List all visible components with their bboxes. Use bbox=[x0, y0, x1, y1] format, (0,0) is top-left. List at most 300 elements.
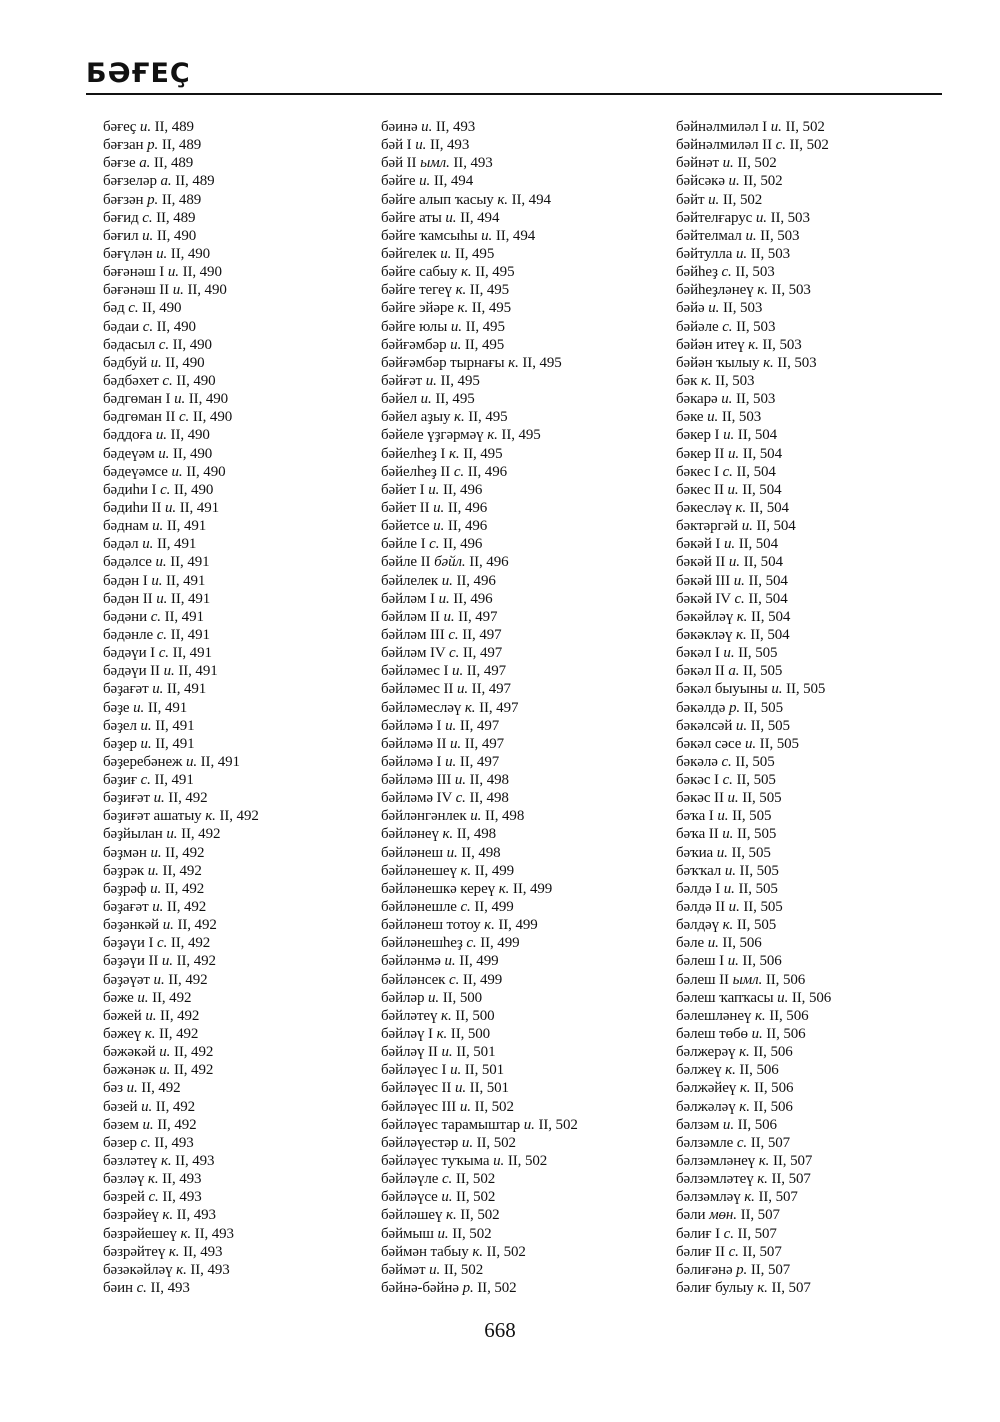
entry-reference: II, 506 bbox=[765, 971, 806, 988]
entry-headword: бәли bbox=[676, 1207, 706, 1224]
index-entry bbox=[103, 1025, 259, 1043]
index-entry bbox=[676, 227, 831, 245]
entry-part-of-speech: и. bbox=[722, 155, 734, 172]
entry-headword: бәйләнгәнлек bbox=[381, 808, 467, 825]
entry-reference: II, 502 bbox=[456, 1189, 496, 1206]
entry-reference: II, 495 bbox=[463, 445, 503, 462]
index-entry bbox=[381, 1188, 578, 1206]
entry-reference: II, 506 bbox=[791, 989, 832, 1006]
entry-reference: II, 505 bbox=[736, 772, 776, 789]
entry-reference: II, 505 bbox=[743, 663, 783, 680]
entry-headword: бәйғәмбәр bbox=[381, 336, 447, 353]
index-entry bbox=[103, 354, 259, 372]
index-entry bbox=[381, 789, 578, 807]
entry-reference: II, 503 bbox=[735, 264, 775, 281]
entry-headword: бәднам bbox=[103, 518, 149, 535]
entry-headword: бәҙел bbox=[103, 717, 137, 734]
entry-part-of-speech: ымл. bbox=[420, 155, 450, 172]
entry-part-of-speech: и. bbox=[428, 989, 440, 1006]
index-entry bbox=[676, 354, 831, 372]
index-entry bbox=[381, 1134, 578, 1152]
entry-reference: II, 491 bbox=[166, 681, 207, 698]
entry-headword: бәлдә I bbox=[676, 880, 721, 897]
entry-part-of-speech: и. bbox=[724, 862, 736, 879]
entry-reference: II, 493 bbox=[435, 119, 476, 135]
entry-headword: бәкәлдә bbox=[676, 699, 726, 716]
entry-reference: II, 503 bbox=[771, 282, 811, 299]
entry-headword: бәдаи bbox=[103, 318, 140, 335]
entry-reference: II, 491 bbox=[170, 626, 210, 643]
entry-headword: бәйләнешле bbox=[381, 899, 457, 916]
index-entry bbox=[103, 717, 259, 735]
entry-reference: II, 495 bbox=[465, 318, 505, 335]
entry-reference: II, 495 bbox=[464, 336, 505, 353]
entry-reference: II, 507 bbox=[771, 1171, 811, 1188]
entry-headword: бәкесләү bbox=[676, 499, 732, 516]
index-entry bbox=[676, 372, 831, 390]
entry-headword: бәдасыл bbox=[103, 336, 156, 353]
entry-part-of-speech: с. bbox=[722, 772, 733, 789]
entry-reference: II, 492 bbox=[152, 989, 192, 1006]
index-entry bbox=[676, 952, 831, 970]
index-entry bbox=[381, 318, 578, 336]
entry-reference: II, 507 bbox=[742, 1243, 782, 1260]
entry-reference: II, 501 bbox=[456, 1044, 496, 1061]
entry-reference: II, 507 bbox=[771, 1280, 811, 1296]
entry-reference: II, 502 bbox=[452, 1225, 492, 1242]
entry-headword: бәлдәү bbox=[676, 917, 719, 934]
entry-reference: II, 503 bbox=[762, 336, 802, 353]
entry-part-of-speech: и. bbox=[156, 590, 168, 607]
index-entry bbox=[676, 1170, 831, 1188]
entry-headword: бәйге юлы bbox=[381, 318, 448, 335]
index-entry bbox=[103, 644, 259, 662]
entry-part-of-speech: с. bbox=[441, 1171, 453, 1188]
entry-part-of-speech: и. bbox=[441, 1189, 453, 1206]
entry-part-of-speech: с. bbox=[460, 899, 471, 916]
entry-headword: бәзрәйтеү bbox=[103, 1243, 166, 1260]
entry-headword: бәзей bbox=[103, 1098, 138, 1115]
entry-part-of-speech: к. bbox=[160, 1153, 172, 1170]
entry-part-of-speech: и. bbox=[153, 971, 165, 988]
index-entry bbox=[103, 952, 259, 970]
entry-headword: бәҡа II bbox=[676, 826, 719, 843]
entry-reference: II, 490 bbox=[142, 300, 182, 317]
entry-headword: бәкәйләү bbox=[676, 608, 734, 625]
entry-reference: II, 491 bbox=[170, 590, 211, 607]
entry-headword: бәлдә II bbox=[676, 899, 726, 916]
entry-headword: бәктәргәй bbox=[676, 518, 739, 535]
entry-part-of-speech: и. bbox=[728, 554, 740, 571]
entry-reference: II, 492 bbox=[173, 1044, 214, 1061]
entry-headword: бәдән I bbox=[103, 572, 148, 589]
index-entry bbox=[676, 336, 831, 354]
running-head: БӘҒЕҪ bbox=[86, 58, 191, 89]
entry-part-of-speech: к. bbox=[700, 372, 712, 389]
entry-reference: II, 505 bbox=[750, 717, 790, 734]
entry-reference: II, 494 bbox=[460, 209, 500, 226]
entry-part-of-speech: с. bbox=[140, 1134, 151, 1151]
entry-reference: II, 506 bbox=[742, 953, 782, 970]
index-entry bbox=[676, 626, 831, 644]
index-entry bbox=[103, 426, 259, 444]
entry-reference: II, 502 bbox=[477, 1280, 517, 1296]
entry-part-of-speech: и. bbox=[450, 735, 462, 752]
entry-part-of-speech: к. bbox=[205, 808, 216, 825]
entry-part-of-speech: и. bbox=[152, 899, 164, 916]
entry-headword: бәжәнәк bbox=[103, 1062, 156, 1079]
entry-part-of-speech: и. bbox=[727, 953, 739, 970]
entry-part-of-speech: и. bbox=[140, 717, 152, 734]
entry-headword: бәйлелек bbox=[381, 572, 439, 589]
index-entry bbox=[103, 807, 259, 825]
entry-headword: бәлзәм bbox=[676, 1116, 720, 1133]
entry-part-of-speech: и. bbox=[159, 1044, 171, 1061]
entry-part-of-speech: с. bbox=[728, 1243, 739, 1260]
entry-reference: II, 490 bbox=[170, 245, 211, 262]
entry-part-of-speech: и. bbox=[155, 554, 167, 571]
index-entry bbox=[381, 590, 578, 608]
entry-headword: бәйге алып ҡасыу bbox=[381, 191, 494, 208]
entry-part-of-speech: к. bbox=[144, 1026, 156, 1043]
entry-reference: II, 507 bbox=[750, 1134, 791, 1151]
entry-part-of-speech: с. bbox=[721, 264, 732, 281]
entry-part-of-speech: и. bbox=[727, 445, 740, 462]
entry-reference: II, 503 bbox=[770, 209, 810, 226]
index-entry bbox=[381, 1152, 578, 1170]
index-entry bbox=[103, 445, 259, 463]
entry-part-of-speech: и. bbox=[172, 282, 184, 299]
index-entry bbox=[676, 862, 831, 880]
entry-part-of-speech: и. bbox=[156, 245, 168, 262]
entry-reference: II, 506 bbox=[766, 1026, 806, 1043]
entry-headword: бәзрәйешеү bbox=[103, 1225, 177, 1242]
entry-part-of-speech: к. bbox=[464, 699, 476, 716]
entry-headword: бәйнәлмиләл II bbox=[676, 137, 772, 154]
index-entry bbox=[103, 245, 259, 263]
index-entry bbox=[103, 1098, 259, 1116]
entry-part-of-speech: и. bbox=[162, 917, 174, 934]
index-entry bbox=[103, 1079, 259, 1097]
entry-part-of-speech: к. bbox=[508, 354, 519, 371]
index-entry bbox=[381, 952, 578, 970]
entry-part-of-speech: а. bbox=[139, 155, 151, 172]
index-entry bbox=[103, 172, 259, 190]
index-entry bbox=[381, 299, 578, 317]
entry-part-of-speech: к. bbox=[722, 917, 734, 934]
entry-headword: бәйләнеү bbox=[381, 826, 439, 843]
index-entry bbox=[381, 209, 578, 227]
index-entry bbox=[381, 844, 578, 862]
entry-part-of-speech: и. bbox=[164, 499, 177, 516]
entry-headword: бәйләмесләү bbox=[381, 699, 462, 716]
entry-reference: II, 489 bbox=[154, 119, 194, 135]
entry-headword: бәйләмә II bbox=[381, 735, 447, 752]
index-entry bbox=[381, 1279, 578, 1297]
entry-headword: бәҙиғәт bbox=[103, 790, 150, 807]
entry-part-of-speech: с. bbox=[157, 935, 168, 952]
index-entry bbox=[676, 1116, 831, 1134]
index-entry bbox=[676, 934, 831, 952]
entry-headword: бәйт bbox=[676, 191, 705, 208]
entry-part-of-speech: к. bbox=[748, 336, 759, 353]
entry-part-of-speech: и. bbox=[142, 536, 154, 553]
entry-reference: II, 502 bbox=[476, 1134, 516, 1151]
entry-reference: II, 499 bbox=[498, 917, 538, 934]
entry-reference: II, 507 bbox=[740, 1207, 780, 1224]
index-entry bbox=[103, 499, 259, 517]
index-entry bbox=[381, 1061, 578, 1079]
entry-headword: бәйет I bbox=[381, 481, 425, 498]
index-entry bbox=[381, 481, 578, 499]
index-entry bbox=[381, 989, 578, 1007]
entry-headword: бәд bbox=[103, 300, 125, 317]
index-entry bbox=[103, 227, 259, 245]
entry-part-of-speech: и. bbox=[450, 1062, 462, 1079]
entry-headword: бәйле II bbox=[381, 554, 431, 571]
index-entry bbox=[381, 898, 578, 916]
entry-reference: II, 496 bbox=[442, 481, 483, 498]
entry-part-of-speech: с. bbox=[453, 463, 465, 480]
index-column-2 bbox=[381, 118, 578, 1297]
index-entry bbox=[103, 844, 259, 862]
index-entry bbox=[103, 463, 259, 481]
entry-headword: бәҙағәт bbox=[103, 681, 149, 698]
entry-part-of-speech: и. bbox=[523, 1116, 535, 1133]
index-entry bbox=[381, 1098, 578, 1116]
index-entry bbox=[103, 971, 259, 989]
index-entry bbox=[103, 481, 259, 499]
entry-reference: II, 505 bbox=[742, 790, 782, 807]
entry-part-of-speech: к. bbox=[455, 282, 467, 299]
entry-headword: бәинә bbox=[381, 119, 418, 135]
entry-part-of-speech: и. bbox=[433, 499, 445, 516]
entry-reference: II, 493 bbox=[429, 137, 470, 154]
entry-reference: II, 506 bbox=[737, 1116, 777, 1133]
index-entry bbox=[103, 1043, 259, 1061]
entry-headword: бәйел аҙыу bbox=[381, 409, 451, 426]
index-entry bbox=[676, 680, 831, 698]
entry-reference: II, 492 bbox=[173, 1062, 214, 1079]
index-entry bbox=[381, 408, 578, 426]
index-entry bbox=[381, 390, 578, 408]
entry-reference: II, 491 bbox=[155, 735, 195, 752]
index-entry bbox=[381, 1007, 578, 1025]
entry-headword: бәдәүи I bbox=[103, 645, 156, 662]
index-entry bbox=[676, 590, 831, 608]
index-entry bbox=[381, 735, 578, 753]
entry-reference: II, 492 bbox=[162, 862, 202, 879]
entry-reference: II, 502 bbox=[460, 1207, 500, 1224]
entry-headword: бәҙе bbox=[103, 699, 130, 716]
entry-reference: II, 497 bbox=[471, 681, 511, 698]
entry-part-of-speech: и. bbox=[777, 989, 789, 1006]
index-entry bbox=[381, 336, 578, 354]
index-entry bbox=[103, 753, 259, 771]
entry-headword: бәйге ҡамсыһы bbox=[381, 227, 478, 244]
entry-part-of-speech: р. bbox=[728, 699, 741, 716]
entry-part-of-speech: к. bbox=[736, 626, 747, 643]
entry-part-of-speech: р. bbox=[462, 1280, 474, 1296]
index-entry bbox=[381, 862, 578, 880]
entry-headword: бәҙеребәнеж bbox=[103, 753, 183, 770]
index-entry bbox=[676, 572, 831, 590]
index-entry bbox=[381, 553, 578, 571]
index-entry bbox=[381, 1025, 578, 1043]
entry-reference: II, 504 bbox=[738, 536, 778, 553]
index-entry bbox=[103, 934, 259, 952]
index-entry bbox=[103, 789, 259, 807]
entry-reference: II, 496 bbox=[447, 518, 488, 535]
entry-part-of-speech: и. bbox=[415, 137, 427, 154]
index-entry bbox=[103, 735, 259, 753]
entry-part-of-speech: и. bbox=[438, 590, 450, 607]
index-column-3 bbox=[676, 118, 831, 1297]
index-entry bbox=[676, 553, 831, 571]
entry-reference: II, 496 bbox=[467, 463, 508, 480]
entry-reference: II, 491 bbox=[200, 753, 240, 770]
entry-headword: бәйләүес I bbox=[381, 1062, 447, 1079]
entry-headword: бәйғәмбәр тырнағы bbox=[381, 354, 505, 371]
entry-headword: бәҡҡал bbox=[676, 862, 722, 879]
entry-headword: бәйләм III bbox=[381, 626, 445, 643]
entry-part-of-speech: с. bbox=[136, 1280, 147, 1296]
entry-headword: бәдгөман II bbox=[103, 409, 176, 426]
entry-reference: II, 504 bbox=[748, 590, 788, 607]
entry-reference: II, 492 bbox=[219, 808, 259, 825]
entry-headword: бәдәни bbox=[103, 608, 148, 625]
index-entry bbox=[676, 118, 831, 136]
entry-part-of-speech: с. bbox=[723, 1225, 734, 1242]
entry-reference: II, 504 bbox=[736, 463, 776, 480]
entry-reference: II, 491 bbox=[156, 536, 197, 553]
entry-headword: бәк bbox=[676, 372, 698, 389]
entry-part-of-speech: к. bbox=[457, 300, 469, 317]
entry-part-of-speech: к. bbox=[739, 1044, 750, 1061]
entry-headword: бәҙиғәт ашатыу bbox=[103, 808, 202, 825]
index-entry bbox=[381, 245, 578, 263]
entry-headword: бәке bbox=[676, 409, 704, 426]
entry-reference: II, 502 bbox=[789, 137, 829, 154]
entry-part-of-speech: и. bbox=[445, 753, 457, 770]
entry-reference: II, 502 bbox=[722, 191, 763, 208]
index-entry bbox=[676, 825, 831, 843]
entry-reference: II, 492 bbox=[155, 1098, 196, 1115]
entry-part-of-speech: и. bbox=[735, 717, 747, 734]
index-entry bbox=[381, 1043, 578, 1061]
entry-headword: бәй II bbox=[381, 155, 417, 172]
entry-headword: бәйтелмал bbox=[676, 227, 742, 244]
index-entry bbox=[103, 535, 259, 553]
entry-reference: II, 499 bbox=[462, 971, 503, 988]
index-entry bbox=[676, 916, 831, 934]
entry-part-of-speech: и. bbox=[152, 518, 164, 535]
entry-reference: II, 497 bbox=[459, 753, 500, 770]
entry-reference: II, 505 bbox=[738, 645, 778, 662]
entry-reference: II, 505 bbox=[731, 844, 771, 861]
entry-reference: II, 502 bbox=[443, 1261, 484, 1278]
index-entry bbox=[381, 172, 578, 190]
entry-part-of-speech: к. bbox=[754, 1007, 766, 1024]
entry-headword: бәле bbox=[676, 935, 705, 952]
entry-part-of-speech: с. bbox=[140, 772, 151, 789]
entry-reference: II, 503 bbox=[750, 245, 791, 262]
entry-reference: II, 500 bbox=[455, 1007, 495, 1024]
index-entry bbox=[676, 1206, 831, 1224]
entry-headword: бәдгөман I bbox=[103, 391, 171, 408]
entry-part-of-speech: и. bbox=[185, 753, 197, 770]
entry-headword: бәддоға bbox=[103, 427, 153, 444]
entry-part-of-speech: и. bbox=[708, 191, 720, 208]
entry-reference: II, 505 bbox=[743, 699, 783, 716]
entry-headword: бәйләшеү bbox=[381, 1207, 443, 1224]
entry-reference: II, 489 bbox=[153, 155, 194, 172]
index-entry bbox=[676, 1061, 831, 1079]
index-entry bbox=[676, 1279, 831, 1297]
entry-part-of-speech: к. bbox=[441, 1007, 452, 1024]
entry-headword: бәғзеләр bbox=[103, 173, 157, 190]
entry-reference: II, 506 bbox=[753, 1098, 793, 1115]
index-entry bbox=[381, 753, 578, 771]
entry-part-of-speech: к. bbox=[472, 1243, 483, 1260]
entry-part-of-speech: и. bbox=[429, 1261, 441, 1278]
entry-part-of-speech: р. bbox=[736, 1261, 748, 1278]
index-entry bbox=[381, 880, 578, 898]
entry-part-of-speech: и. bbox=[771, 681, 783, 698]
entry-reference: II, 506 bbox=[754, 1080, 794, 1097]
entry-part-of-speech: а. bbox=[160, 173, 172, 190]
index-entry bbox=[103, 1279, 259, 1297]
entry-part-of-speech: и. bbox=[707, 935, 719, 952]
entry-reference: II, 504 bbox=[742, 481, 782, 498]
entry-part-of-speech: к. bbox=[739, 1080, 751, 1097]
entry-part-of-speech: мөн. bbox=[709, 1207, 737, 1224]
entry-reference: II, 493 bbox=[162, 1171, 202, 1188]
index-entry bbox=[103, 1007, 259, 1025]
entry-part-of-speech: к. bbox=[744, 1189, 755, 1206]
entry-headword: бәдиһи I bbox=[103, 481, 157, 498]
entry-reference: II, 502 bbox=[785, 119, 825, 135]
entry-headword: бәҙәүәт bbox=[103, 971, 150, 988]
entry-part-of-speech: к. bbox=[168, 1243, 180, 1260]
entry-headword: бәйләмә IV bbox=[381, 790, 452, 807]
entry-part-of-speech: ымл. bbox=[732, 971, 763, 988]
index-entry bbox=[103, 1243, 259, 1261]
index-entry bbox=[676, 1134, 831, 1152]
index-entry bbox=[103, 1261, 259, 1279]
entry-headword: бәйһеҙләнеү bbox=[676, 282, 754, 299]
entry-reference: II, 494 bbox=[495, 227, 536, 244]
entry-part-of-speech: с. bbox=[142, 209, 153, 226]
entry-part-of-speech: и. bbox=[745, 227, 757, 244]
entry-headword: бәйләтеү bbox=[381, 1007, 438, 1024]
entry-part-of-speech: и. bbox=[167, 264, 179, 281]
entry-part-of-speech: и. bbox=[153, 790, 165, 807]
entry-headword: бәйет II bbox=[381, 499, 430, 516]
entry-part-of-speech: с. bbox=[160, 481, 171, 498]
entry-headword: бәдәл bbox=[103, 536, 139, 553]
index-entry bbox=[381, 971, 578, 989]
entry-headword: бәлиғ булыу bbox=[676, 1280, 754, 1296]
entry-reference: II, 502 bbox=[507, 1153, 548, 1170]
entry-part-of-speech: с. bbox=[158, 336, 169, 353]
index-entry bbox=[381, 136, 578, 154]
entry-part-of-speech: и. bbox=[461, 1134, 473, 1151]
entry-reference: II, 495 bbox=[468, 409, 508, 426]
entry-headword: бәҙәүи II bbox=[103, 953, 159, 970]
index-entry bbox=[676, 463, 831, 481]
entry-reference: II, 490 bbox=[173, 481, 214, 498]
